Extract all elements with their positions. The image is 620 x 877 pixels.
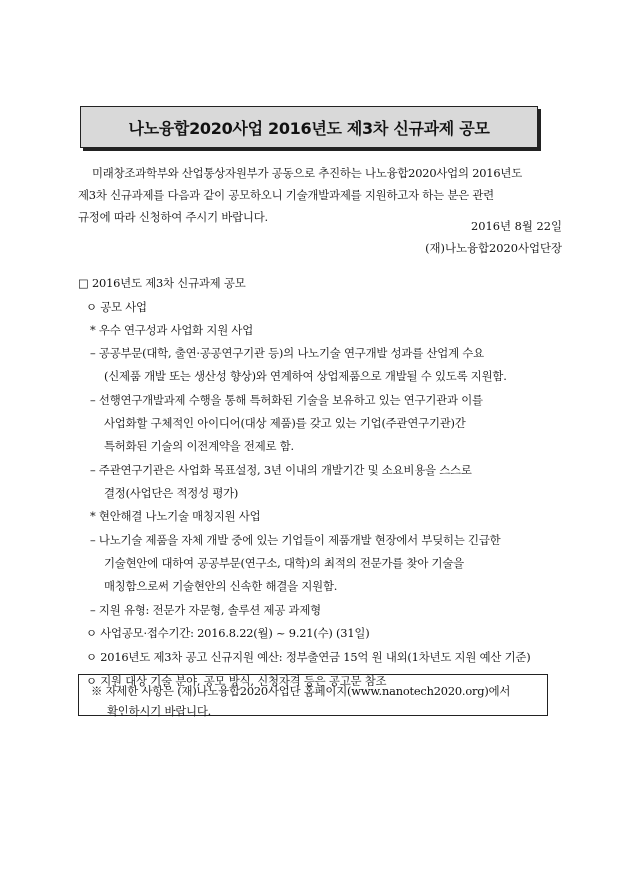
list-item: 매칭함으로써 기술현안의 신속한 해결을 지원함. bbox=[104, 579, 338, 593]
list-item: 기술현안에 대하여 공공부문(연구소, 대학)의 최적의 전문가를 찾아 기술을 bbox=[104, 556, 464, 570]
list-item: – 나노기술 제품을 자체 개발 중에 있는 기업들이 제품개발 현장에서 부딪히는 긴급한 bbox=[90, 533, 501, 547]
list-item: – 주관연구기관은 사업화 목표설정, 3년 이내의 개발기간 및 소요비용을 스스로 bbox=[90, 463, 472, 477]
announcement-date: 2016년 8월 22일 bbox=[471, 219, 562, 233]
list-item: * 우수 연구성과 사업화 지원 사업 bbox=[90, 323, 254, 337]
intro-line: 미래창조과학부와 산업통상자원부가 공동으로 추진하는 나노융합2020사업의 2016년도 bbox=[92, 166, 522, 180]
notice-line: 확인하시기 바랍니다. bbox=[107, 704, 212, 718]
list-item: – 선행연구개발과제 수행을 통해 특허화된 기술을 보유하고 있는 연구기관과 이를 bbox=[90, 393, 483, 407]
intro-line: 제3차 신규과제를 다음과 같이 공모하오니 기술개발과제를 지원하고자 하는 분은 관련 bbox=[78, 188, 494, 202]
notice-line: ※ 자세한 사항은 (재)나노융합2020사업단 홈페이지(www.nanotech2020.org)에서 bbox=[91, 684, 511, 698]
intro-line: 규정에 따라 신청하여 주시기 바랍니다. bbox=[78, 210, 268, 224]
list-item: – 지원 유형: 전문가 자문형, 솔루션 제공 과제형 bbox=[90, 603, 321, 617]
section-heading: □ 2016년도 제3차 신규과제 공모 bbox=[78, 276, 246, 290]
list-item: * 현안해결 나노기술 매칭지원 사업 bbox=[90, 509, 261, 523]
list-item: 특허화된 기술의 이전계약을 전제로 함. bbox=[104, 439, 294, 453]
issuer-name: (재)나노융합2020사업단장 bbox=[425, 241, 562, 255]
list-item: ㅇ 공모 사업 bbox=[86, 300, 147, 314]
list-item: ㅇ 사업공모·접수기간: 2016.8.22(월) ~ 9.21(수) (31일) bbox=[86, 626, 370, 640]
list-item: 사업화할 구체적인 아이디어(대상 제품)를 갖고 있는 기업(주관연구기관)간 bbox=[104, 416, 466, 430]
document-title bbox=[80, 106, 538, 148]
notice-box bbox=[78, 674, 548, 716]
list-item: (신제품 개발 또는 생산성 향상)와 연계하여 상업제품으로 개발될 수 있도록 지원함. bbox=[104, 369, 507, 383]
list-item: ㅇ 지원 대상 기술 분야, 공모 방식, 신청자격 등은 공고문 참조 bbox=[86, 674, 387, 688]
list-item: 결정(사업단은 적정성 평가) bbox=[104, 486, 239, 500]
document-title-text: 나노융합2020사업 2016년도 제3차 신규과제 공모 bbox=[128, 118, 490, 138]
list-item: – 공공부문(대학, 출연·공공연구기관 등)의 나노기술 연구개발 성과를 산업계 수요 bbox=[90, 346, 484, 360]
list-item: ㅇ 2016년도 제3차 공고 신규지원 예산: 정부출연금 15억 원 내외(1차년도 지원 예산 기준) bbox=[86, 650, 531, 664]
